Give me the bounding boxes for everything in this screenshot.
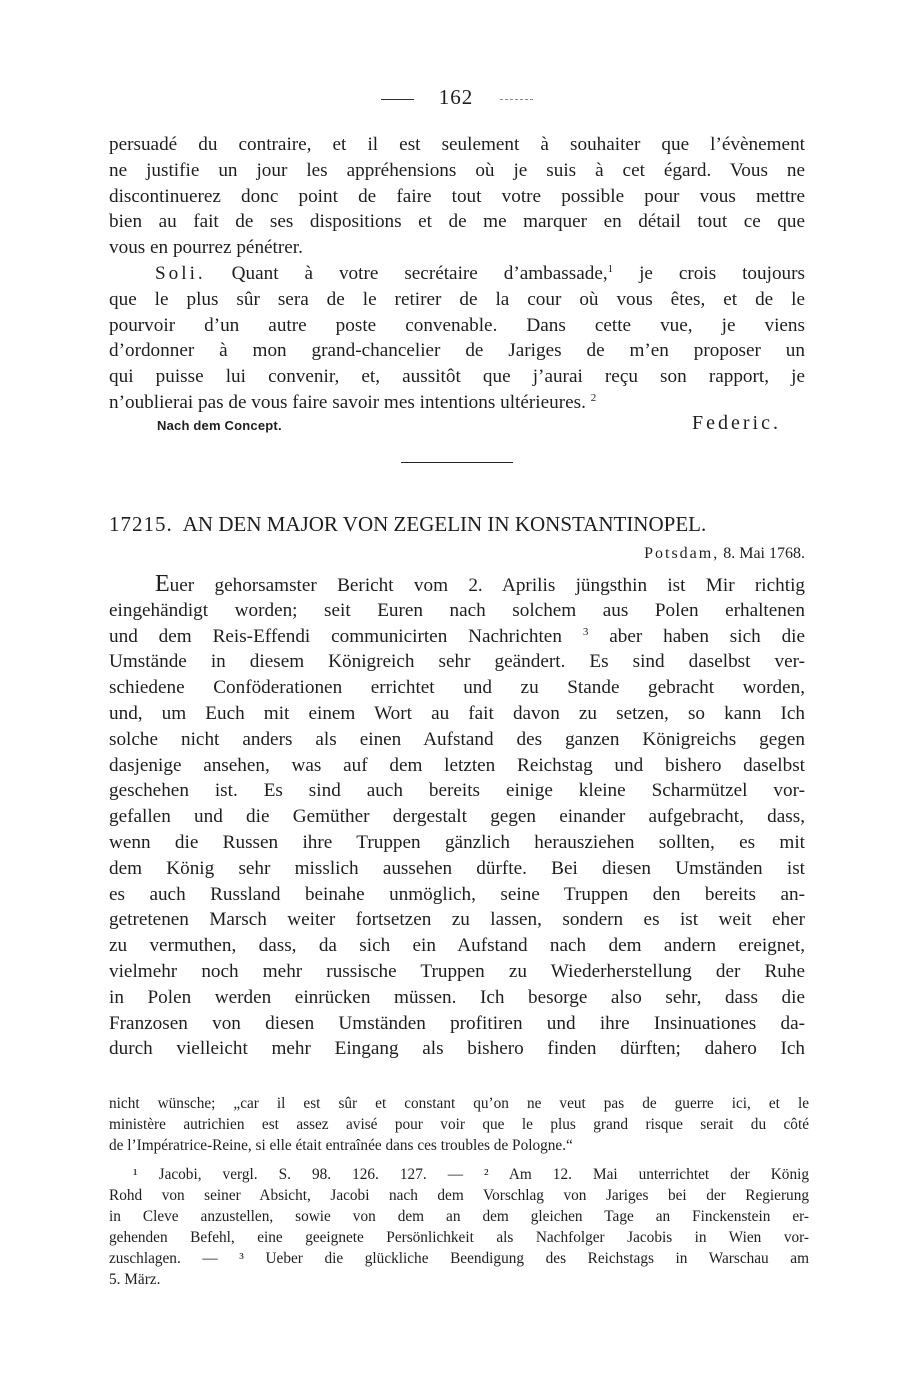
document-number: 17215. — [109, 512, 173, 536]
text-line: solche nicht anders als einen Aufstand des ganzen Königreichs gegen — [109, 728, 805, 750]
footnote-line: 5. März. — [109, 1271, 161, 1288]
initial-letter: E — [155, 571, 170, 597]
letter-continuation — [109, 132, 805, 416]
soli-paragraph-first-line: Soli. Quant à votre secrétaire d’ambassade,$^1$ je crois toujours — [155, 262, 805, 284]
text-line: und dem Reis-Effendi communicirten Nachrichten $^3$ aber haben sich die — [109, 625, 806, 647]
text-line: geschehen ist. Es sind auch bereits einige kleine Scharmützel vor- — [109, 780, 805, 802]
footnote-line: in Cleve anzustellen, sowie von dem an dem gleichen Tage an Finckenstein er- — [109, 1208, 809, 1225]
text-line: vous en pourrez pénétrer. — [109, 237, 303, 259]
page-number: 162 — [438, 85, 474, 109]
text-line: vielmehr noch mehr russische Truppen zu Wiederherstellung der Ruhe — [109, 960, 805, 982]
text-line: und, um Euch mit einem Wort au fait davon zu setzen, so kann Ich — [109, 702, 805, 724]
text-line: dem König sehr misslich aussehen dürfte. Bei diesen Umständen ist — [109, 857, 805, 879]
text-line: dasjenige ansehen, was auf dem letzten Reichstag und bishero daselbst — [109, 754, 805, 776]
text-line: es auch Russland beinahe unmöglich, seine Truppen den bereits an- — [109, 883, 805, 905]
text-line: n’oublierai pas de vous faire savoir mes intentions ultérieures. $^2$ — [109, 391, 597, 413]
footnote-line: gehenden Befehl, eine geeignete Persönlichkeit als Nachfolger Jacobis in Wien vor- — [109, 1229, 809, 1246]
section-divider — [401, 462, 513, 463]
text-line: Franzosen von diesen Umständen profitiren und ihre Insinuationes da- — [109, 1012, 805, 1034]
page-header — [0, 84, 900, 114]
letter-body — [109, 572, 805, 1062]
text-line: wenn die Russen ihre Truppen gänzlich herausziehen sollten, es mit — [109, 831, 805, 853]
text-line: zu vermuthen, dass, da sich ein Aufstand nach dem andern ereignet, — [109, 935, 805, 957]
footnote-line: de l’Impératrice-Reine, si elle était entraînée dans ces troubles de Pologne.“ — [109, 1137, 573, 1154]
footnote-line: ministère autrichien est assez avisé pour voir que le plus grand risque serait du côté — [109, 1116, 809, 1133]
footnote-line: nicht wünsche; „car il est sûr et constant qu’on ne veut pas de guerre ici, et le — [109, 1095, 809, 1112]
text-line: bien au fait de ses dispositions et de me marquer en détail tout ce que — [109, 211, 805, 233]
footnotes — [109, 1093, 809, 1290]
footnote-line: ¹ Jacobi, vergl. S. 98. 126. 127. — ² Am 12. Mai unterrichtet der König — [133, 1166, 809, 1183]
text-line: ne justifie un jour les appréhensions où je suis à cet égard. Vous ne — [109, 159, 805, 181]
footnote-line: zuschlagen. — ³ Ueber die glückliche Beendigung des Reichstags in Warschau am — [109, 1250, 809, 1267]
document-heading — [109, 512, 809, 542]
header-rule-right — [500, 99, 533, 100]
text-line: getretenen Marsch weiter fortsetzen zu lassen, sondern es ist weit eher — [109, 909, 805, 931]
letter-closing — [109, 412, 805, 440]
footnote-ref: 1 — [607, 262, 614, 275]
text-line: qui puisse lui convenir, et, aussitôt que j’aurai reçu son rapport, je — [109, 366, 805, 388]
text-line: eingehändigt worden; seit Euren nach solchem aus Polen erhaltenen — [109, 599, 805, 621]
header-rule-left — [381, 99, 414, 100]
text-line: pourvoir d’un autre poste convenable. Dans cette vue, je viens — [109, 314, 805, 336]
text-line: Umstände in diesem Königreich sehr geändert. Es sind daselbst ver- — [109, 651, 805, 673]
text-line: d’ordonner à mon grand-chancelier de Jariges de m’en proposer un — [109, 340, 805, 362]
text-line: in Polen werden einrücken müssen. Ich besorge also sehr, dass die — [109, 986, 805, 1008]
footnote-line: Rohd von seiner Absicht, Jacobi nach dem Vorschlag von Jariges bei der Regierung — [109, 1187, 809, 1204]
text-line: durch vielleicht mehr Eingang als bishero finden dürften; dahero Ich — [109, 1038, 805, 1060]
text-line: persuadé du contraire, et il est seulement à souhaiter que l’évènement — [109, 134, 805, 155]
text-line: que le plus sûr sera de le retirer de la cour où vous êtes, et de le — [109, 288, 805, 310]
source-note: Nach dem Concept. — [157, 418, 282, 433]
text-line: discontinuerez donc point de faire tout votre possible pour vous mettre — [109, 185, 805, 207]
document-title: AN DEN MAJOR VON ZEGELIN IN KONSTANTINOPEL. — [182, 512, 707, 536]
footnote-ref: 3 — [582, 625, 589, 638]
footnote-ref: 2 — [590, 391, 597, 404]
soli-label: Soli. — [155, 262, 206, 284]
signature: Federic. — [692, 412, 781, 434]
first-line: Euer gehorsamster Bericht vom 2. Aprilis jüngsthin ist Mir richtig — [155, 571, 805, 597]
text-line: gefallen und die Gemüther dergestalt gegen einander aufgebracht, dass, — [109, 806, 805, 828]
text-line: schiedene Conföderationen errichtet und zu Stande gebracht worden, — [109, 677, 805, 699]
date: 8. Mai 1768. — [723, 545, 805, 562]
place: Potsdam, — [644, 545, 720, 562]
dateline — [644, 545, 805, 563]
